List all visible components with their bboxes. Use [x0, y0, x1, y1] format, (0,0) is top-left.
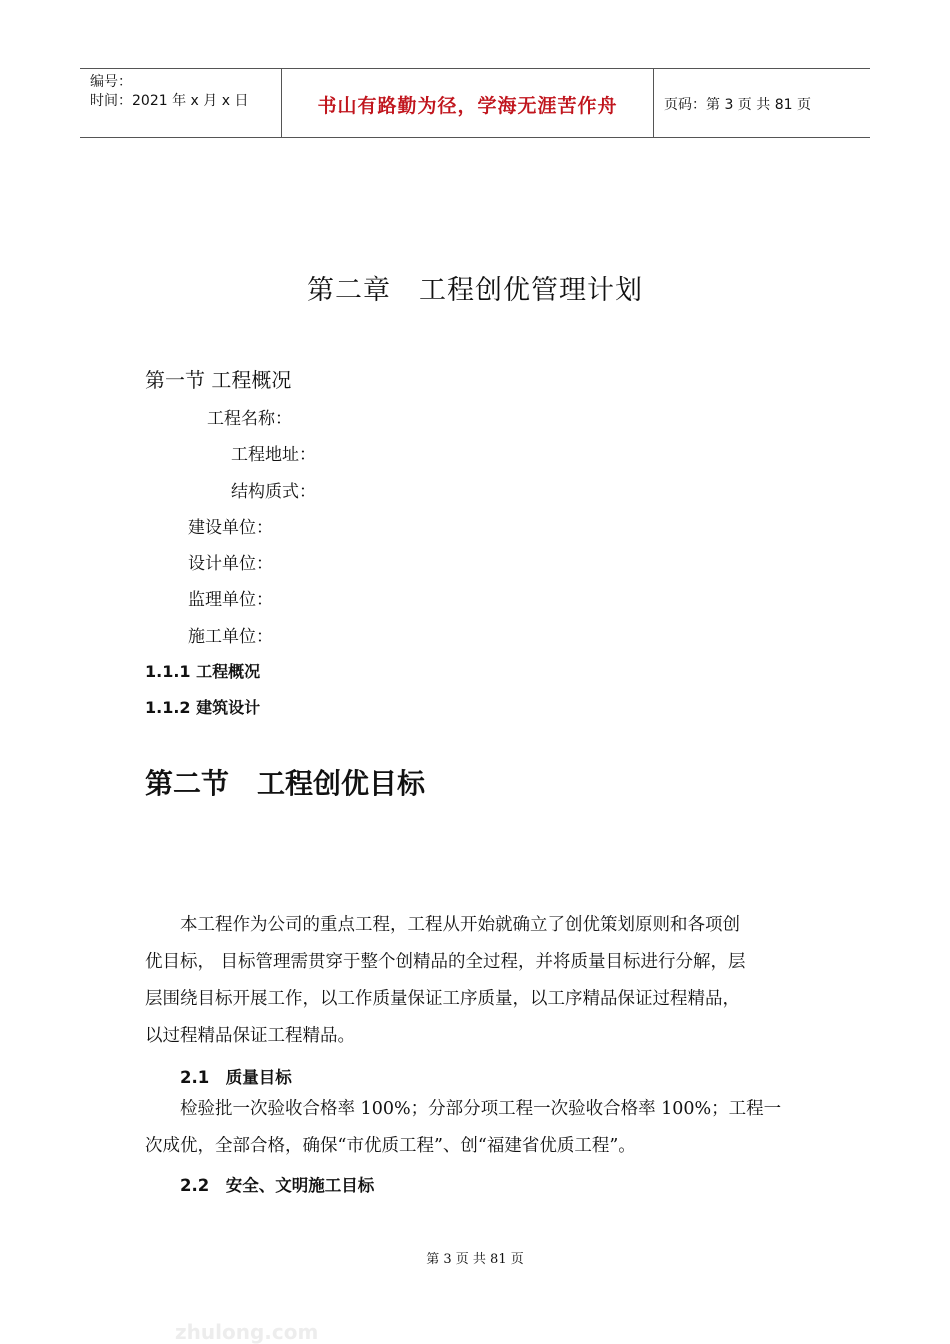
quality-goal-heading: 2.1 质量目标	[180, 1068, 292, 1087]
page-footer: 第 3 页 共 81 页	[426, 1252, 524, 1267]
field-supervisor: 监理单位：	[188, 590, 273, 610]
paragraph-line: 检验批一次验收合格率 100%；分部分项工程一次验收合格率 100%；工程一	[180, 1099, 782, 1119]
paragraph-line: 本工程作为公司的重点工程，工程从开始就确立了创优策划原则和各项创	[180, 915, 740, 935]
paragraph-line: 优目标， 目标管理需贯穿于整个创精品的全过程，并将质量目标进行分解，层	[145, 952, 746, 972]
paragraph-line: 次成优，全部合格，确保“市优质工程”、创“福建省优质工程”。	[145, 1136, 636, 1156]
field-project-address: 工程地址：	[231, 445, 316, 465]
field-owner: 建设单位：	[188, 518, 273, 538]
quality-goal-paragraph	[145, 1091, 809, 1165]
subsection-1-1-2: 1.1.2 建筑设计	[145, 698, 261, 717]
subsection-1-1-1: 1.1.1 工程概况	[145, 662, 261, 681]
section2-title: 第二节 工程创优目标	[145, 767, 426, 800]
document-code-label: 编号：	[90, 74, 132, 90]
header-page-number: 页码：第 3 页 共 81 页	[664, 97, 811, 113]
field-designer: 设计单位：	[188, 554, 273, 574]
field-contractor: 施工单位：	[188, 627, 273, 647]
document-date-label: 时间：2021 年 x 月 x 日	[90, 93, 249, 109]
field-project-name: 工程名称：	[207, 409, 292, 429]
page-header	[80, 68, 870, 138]
safety-goal-heading: 2.2 安全、文明施工目标	[180, 1176, 375, 1195]
section2-intro-paragraph	[145, 907, 809, 1055]
section1-title: 第一节 工程概况	[145, 368, 292, 392]
paragraph-line: 以过程精品保证工程精品。	[145, 1026, 355, 1046]
header-left-cell	[80, 69, 282, 137]
header-page-cell	[654, 69, 870, 137]
chapter-title: 第二章 工程创优管理计划	[307, 275, 643, 306]
header-motto: 书山有路勤为径，学海无涯苦作舟	[317, 95, 618, 117]
field-structure-type: 结构质式：	[231, 482, 316, 502]
paragraph-line: 层围绕目标开展工作，以工作质量保证工序质量，以工序精品保证过程精品，	[145, 989, 740, 1009]
header-motto-cell	[282, 69, 654, 137]
watermark: zhulong.com	[175, 1320, 319, 1344]
